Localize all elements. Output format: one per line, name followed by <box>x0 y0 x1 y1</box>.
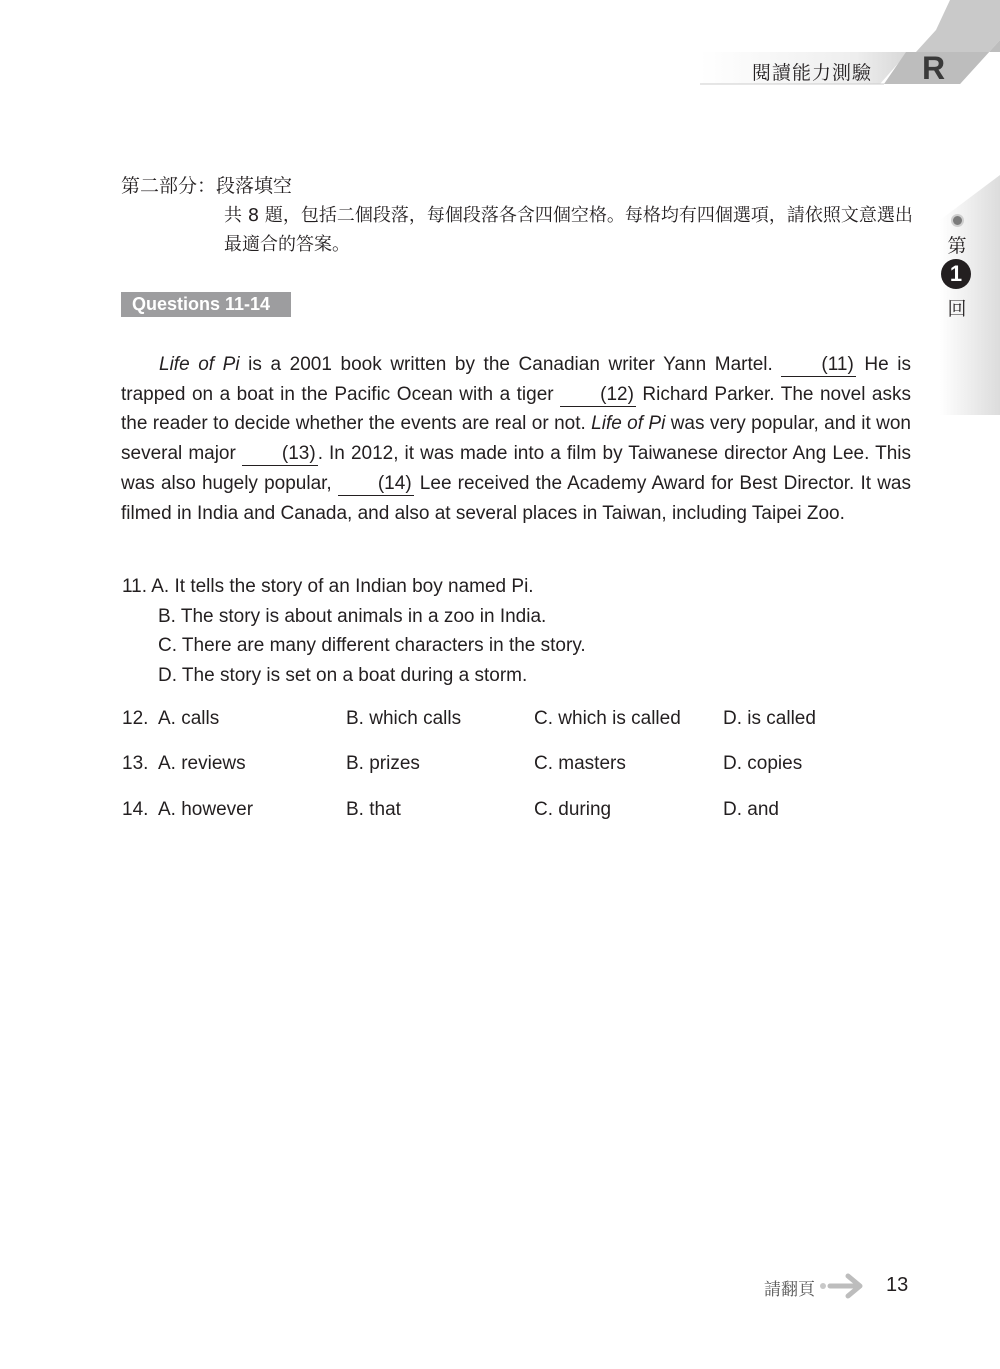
question-14 <box>122 799 922 825</box>
option-b: B. which calls <box>346 708 462 729</box>
blank-14: (14) <box>338 473 414 496</box>
arrow-right-icon <box>818 1271 870 1301</box>
question-11 <box>122 572 586 691</box>
turn-page-label: 請翻頁 <box>764 1280 815 1300</box>
header-section-letter: R <box>922 50 946 86</box>
option-c: C. during <box>534 799 612 820</box>
question-number: 12. <box>122 708 149 729</box>
passage-text: He is trapped on a boat in the Pacific Ocean with a tiger <box>121 354 911 405</box>
header-title: 閱讀能力測驗 <box>752 62 873 84</box>
passage-text: Richard Parker. The novel asks the reader to decide whether the events are real or not. <box>121 383 911 435</box>
section-instructions: 共 8 題，包括二個段落，每個段落各含四個空格。每格均有四個選項，請依照文意選出最適合的答案。 <box>224 205 913 255</box>
blank-11: (11) <box>781 354 855 377</box>
option-text: A. It tells the story of an Indian boy named Pi. <box>151 576 534 597</box>
option-b: B. that <box>346 799 401 820</box>
blank-12: (12) <box>560 384 636 407</box>
question-number: 11. <box>122 576 148 597</box>
option-a: A. however <box>158 799 254 820</box>
side-tab-dot <box>951 214 964 227</box>
side-tab-suffix: 回 <box>947 298 967 320</box>
option-d: D. copies <box>723 753 803 774</box>
question-11-option-b: B. The story is about animals in a zoo in India. <box>158 605 547 627</box>
passage-text: . In 2012, it was made into a film by Taiwanese director Ang Lee. This was also hugely popular, <box>121 443 911 494</box>
passage-paragraph <box>121 350 911 528</box>
book-title: Life of Pi <box>159 354 240 375</box>
passage-text: was very popular, and it won several major <box>121 413 911 465</box>
option-a: A. reviews <box>158 753 246 774</box>
side-tab-number: 1 <box>941 259 971 289</box>
side-tab-prefix: 第 <box>947 235 967 257</box>
blank-13: (13) <box>242 443 318 466</box>
option-c: C. which is called <box>534 708 681 729</box>
question-13 <box>122 753 922 779</box>
option-a: A. calls <box>158 708 220 729</box>
passage-text: Lee received the Academy Award for Best Director. It was filmed in India and Canada, and also at several places in Taiwan, including Taipei Zoo. <box>121 472 911 524</box>
passage <box>121 350 911 528</box>
question-11-option-a <box>122 572 586 602</box>
question-11-option-c: C. There are many different characters in the story. <box>158 635 586 657</box>
section-title: 第二部分：段落填空 <box>121 175 293 197</box>
question-number: 14. <box>122 799 149 820</box>
book-title: Life of Pi <box>591 413 666 435</box>
question-11-option-d: D. The story is set on a boat during a storm. <box>158 665 528 687</box>
option-c: C. masters <box>534 753 626 774</box>
option-d: D. and <box>723 799 779 820</box>
question-number: 13. <box>122 753 149 774</box>
question-12 <box>122 708 922 734</box>
passage-text: is a 2001 book written by the Canadian writer Yann Martel. <box>239 354 782 375</box>
option-d: D. is called <box>723 708 816 729</box>
questions-banner: Questions 11-14 <box>121 292 291 317</box>
option-b: B. prizes <box>346 753 420 774</box>
page-number: 13 <box>886 1274 909 1296</box>
